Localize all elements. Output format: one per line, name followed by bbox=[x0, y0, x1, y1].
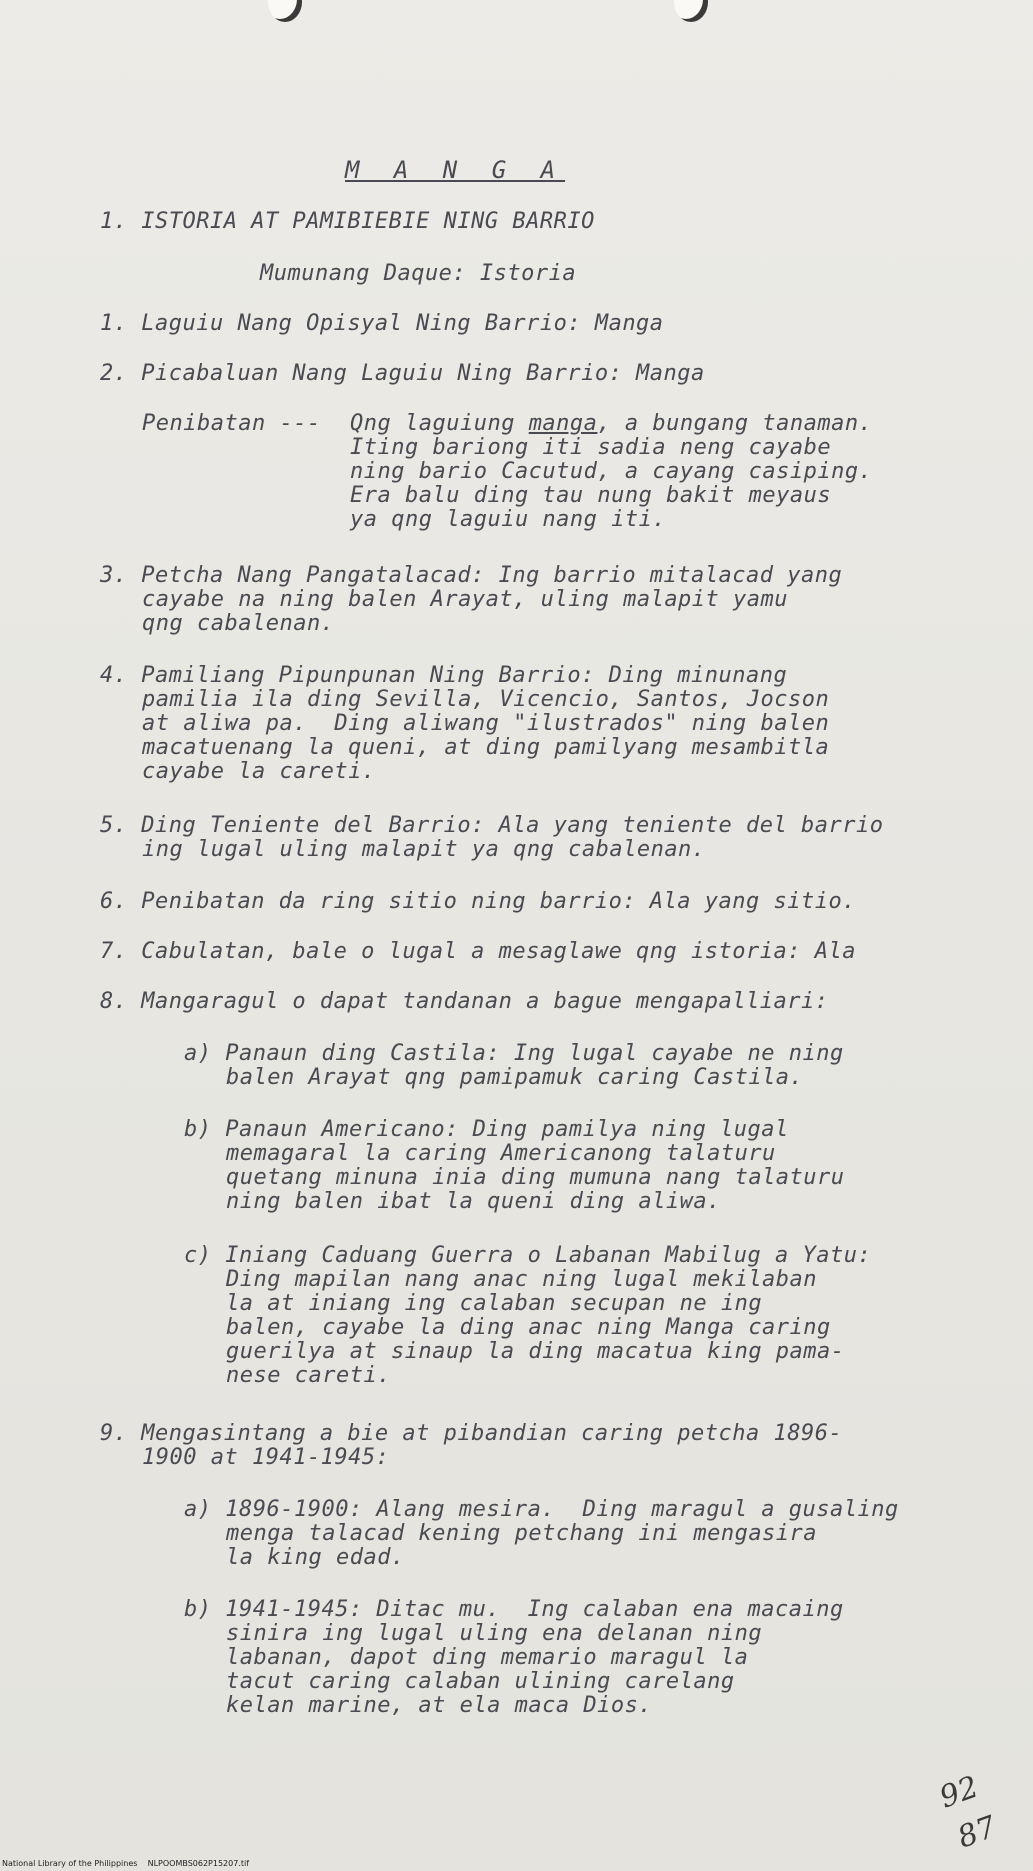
item-4-line-4: macatuenang la queni, at ding pamilyang mesambitla bbox=[142, 735, 830, 760]
item-8c-line-6: nese careti. bbox=[226, 1363, 391, 1388]
page-number-lower: 87 bbox=[953, 1809, 1002, 1856]
item-9-line-2: 1900 at 1941-1945: bbox=[142, 1445, 390, 1470]
penibatan-line-3: ning bario Cacutud, a cayang casiping. bbox=[350, 459, 873, 484]
penibatan-line-5: ya qng laguiu nang iti. bbox=[350, 507, 667, 532]
penibatan-label: Penibatan --- bbox=[142, 411, 321, 436]
item-4-line-3: at aliwa pa. Ding aliwang "ilustrados" ning balen bbox=[142, 711, 830, 736]
item-2: 2. Picabaluan Nang Laguiu Ning Barrio: Manga bbox=[100, 361, 705, 386]
item-8c-line-2: Ding mapilan nang anac ning lugal mekilaban bbox=[226, 1267, 818, 1292]
item-1: 1. Laguiu Nang Opisyal Ning Barrio: Manga bbox=[100, 311, 664, 336]
item-8b-line-1: b) Panaun Americano: Ding pamilya ning lugal bbox=[184, 1117, 789, 1142]
item-8: 8. Mangaragul o dapat tandanan a bague mengapalliari: bbox=[100, 989, 829, 1014]
punch-hole-left bbox=[268, 0, 302, 22]
penibatan-line-1-pre: Qng laguiung bbox=[350, 411, 529, 436]
archive-footer: National Library of the Philippines NLPOOMBS062P15207.tif bbox=[2, 1859, 250, 1868]
item-5-line-1: 5. Ding Teniente del Barrio: Ala yang teniente del barrio bbox=[100, 813, 884, 838]
penibatan-line-2: Iting bariong iti sadia neng cayabe bbox=[350, 435, 832, 460]
part-heading: Mumunang Daque: Istoria bbox=[260, 261, 577, 286]
item-8b-line-4: ning balen ibat la queni ding aliwa. bbox=[226, 1189, 721, 1214]
item-8b-line-3: quetang minuna inia ding mumuna nang talaturu bbox=[226, 1165, 845, 1190]
item-9-line-1: 9. Mengasintang a bie at pibandian caring petcha 1896- bbox=[100, 1421, 843, 1446]
section-heading: 1. ISTORIA AT PAMIBIEBIE NING BARRIO bbox=[100, 209, 595, 234]
item-8a-line-2: balen Arayat qng pamipamuk caring Castila. bbox=[226, 1065, 804, 1090]
item-3-line-1: 3. Petcha Nang Pangatalacad: Ing barrio mitalacad yang bbox=[100, 563, 843, 588]
item-4-line-1: 4. Pamiliang Pipunpunan Ning Barrio: Ding minunang bbox=[100, 663, 788, 688]
document-title: M A N G A bbox=[345, 156, 566, 184]
penibatan-line-4: Era balu ding tau nung bakit meyaus bbox=[350, 483, 832, 508]
item-8c-line-4: balen, cayabe la ding anac ning Manga caring bbox=[226, 1315, 831, 1340]
item-9b-line-5: kelan marine, at ela maca Dios. bbox=[226, 1693, 653, 1718]
item-9b-line-3: labanan, dapot ding memario maragul la bbox=[226, 1645, 749, 1670]
item-9a-line-2: menga talacad kening petchang ini mengasira bbox=[226, 1521, 818, 1546]
item-8b-line-2: memagaral la caring Americanong talaturu bbox=[226, 1141, 776, 1166]
penibatan-line-1-post: , a bungang tanaman. bbox=[597, 411, 873, 436]
item-5-line-2: ing lugal uling malapit ya qng cabalenan. bbox=[142, 837, 706, 862]
item-6: 6. Penibatan da ring sitio ning barrio: Ala yang sitio. bbox=[100, 889, 856, 914]
item-8a-line-1: a) Panaun ding Castila: Ing lugal cayabe ne ning bbox=[184, 1041, 844, 1066]
penibatan-underlined-word: manga bbox=[528, 411, 598, 436]
item-9b-line-1: b) 1941-1945: Ditac mu. Ing calaban ena macaing bbox=[184, 1597, 844, 1622]
penibatan-line-1 bbox=[350, 412, 872, 436]
item-7: 7. Cabulatan, bale o lugal a mesaglawe qng istoria: Ala bbox=[100, 939, 856, 964]
item-4-line-5: cayabe la careti. bbox=[142, 759, 376, 784]
page-number-upper: 92 bbox=[935, 1769, 984, 1816]
item-9b-line-2: sinira ing lugal uling ena delanan ning bbox=[226, 1621, 763, 1646]
item-8c-line-1: c) Iniang Caduang Guerra o Labanan Mabilug a Yatu: bbox=[184, 1243, 872, 1268]
item-3-line-2: cayabe na ning balen Arayat, uling malapit yamu bbox=[142, 587, 789, 612]
item-9b-line-4: tacut caring calaban ulining carelang bbox=[226, 1669, 735, 1694]
item-8c-line-3: la at iniang ing calaban secupan ne ing bbox=[226, 1291, 763, 1316]
item-3-line-3: qng cabalenan. bbox=[142, 611, 335, 636]
item-4-line-2: pamilia ila ding Sevilla, Vicencio, Santos, Jocson bbox=[142, 687, 830, 712]
punch-hole-right bbox=[674, 0, 708, 22]
item-9a-line-3: la king edad. bbox=[226, 1545, 405, 1570]
item-8c-line-5: guerilya at sinaup la ding macatua king pama- bbox=[226, 1339, 845, 1364]
item-9a-line-1: a) 1896-1900: Alang mesira. Ding maragul a gusaling bbox=[184, 1497, 899, 1522]
